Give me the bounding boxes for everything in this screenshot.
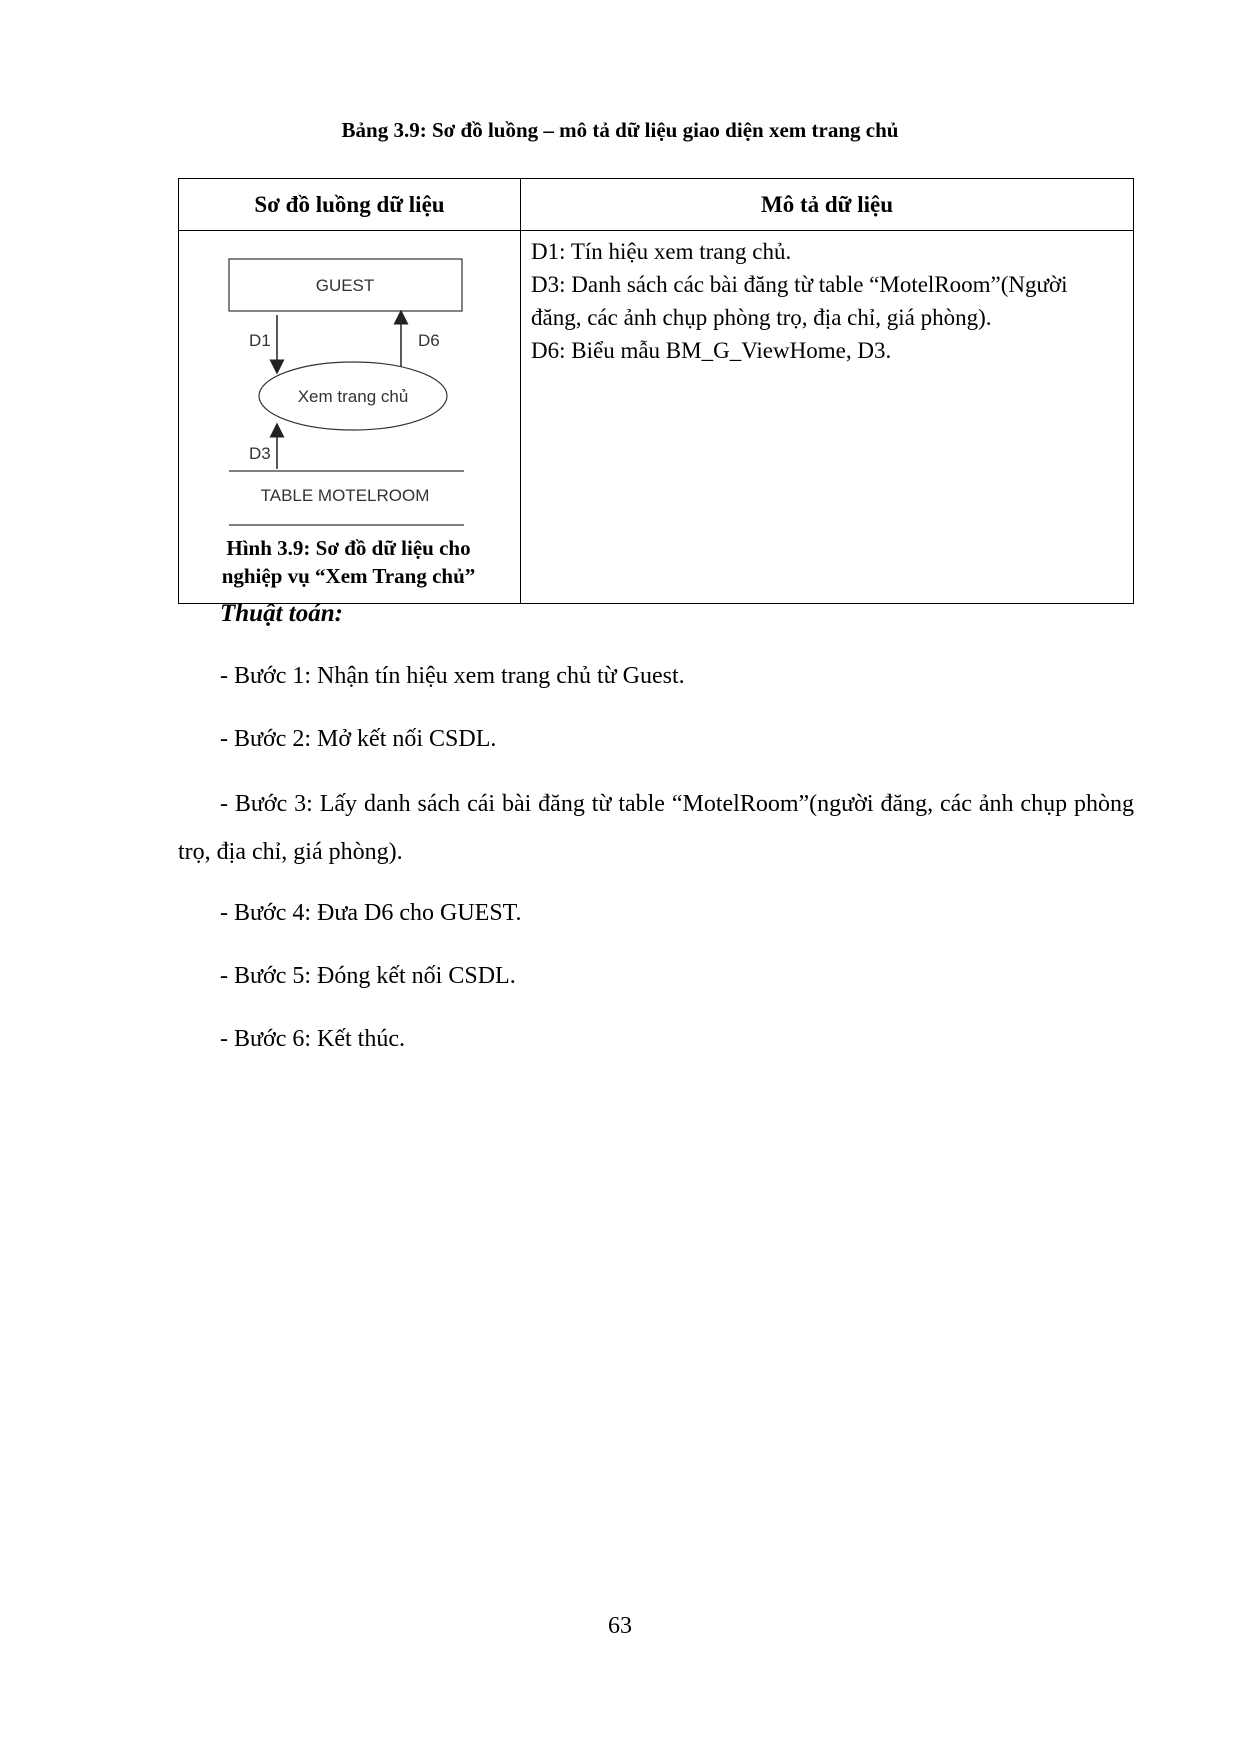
description-d6: D6: Biểu mẫu BM_G_ViewHome, D3. [531, 338, 892, 363]
description-d1: D1: Tín hiệu xem trang chủ. [531, 239, 792, 264]
table-header-row [179, 179, 1134, 231]
page-number: 63 [608, 1613, 632, 1639]
diagram-cell [179, 231, 521, 604]
figure-caption-line-1: Hình 3.9: Sơ đồ dữ liệu cho [226, 536, 471, 560]
algorithm-step-4: - Bước 4: Đưa D6 cho GUEST. [220, 900, 522, 926]
data-flow-table [178, 178, 1134, 604]
table-content-row [179, 231, 1134, 604]
data-store-label: TABLE MOTELROOM [260, 486, 430, 505]
figure-caption [179, 534, 518, 590]
d3-label: D3 [249, 444, 271, 463]
table-caption: Bảng 3.9: Sơ đồ luồng – mô tả dữ liệu giao diện xem trang chủ [341, 118, 899, 142]
d1-label: D1 [249, 331, 271, 350]
algorithm-step-1: - Bước 1: Nhận tín hiệu xem trang chủ từ Guest. [220, 663, 685, 689]
algorithm-heading: Thuật toán: [220, 600, 343, 627]
algorithm-step-2: - Bước 2: Mở kết nối CSDL. [220, 726, 497, 752]
algorithm-step-6: - Bước 6: Kết thúc. [220, 1026, 405, 1052]
guest-label: GUEST [315, 276, 375, 295]
header-flow-diagram: Sơ đồ luồng dữ liệu [179, 179, 521, 231]
header-data-description: Mô tả dữ liệu [521, 179, 1134, 231]
figure-caption-line-2: nghiệp vụ “Xem Trang chủ” [221, 564, 476, 588]
description-d3: D3: Danh sách các bài đăng từ table “MotelRoom”(Người đăng, các ảnh chụp phòng trọ, địa chỉ, giá phòng). [531, 272, 1068, 330]
data-flow-diagram [179, 231, 518, 531]
algorithm-step-3: - Bước 3: Lấy danh sách cái bài đăng từ table “MotelRoom”(người đăng, các ảnh chụp phòng trọ, địa chỉ, giá phòng). [178, 791, 1134, 865]
process-label: Xem trang chủ [297, 387, 409, 406]
d6-label: D6 [418, 331, 440, 350]
algorithm-step-5: - Bước 5: Đóng kết nối CSDL. [220, 963, 516, 989]
description-cell [521, 231, 1134, 604]
